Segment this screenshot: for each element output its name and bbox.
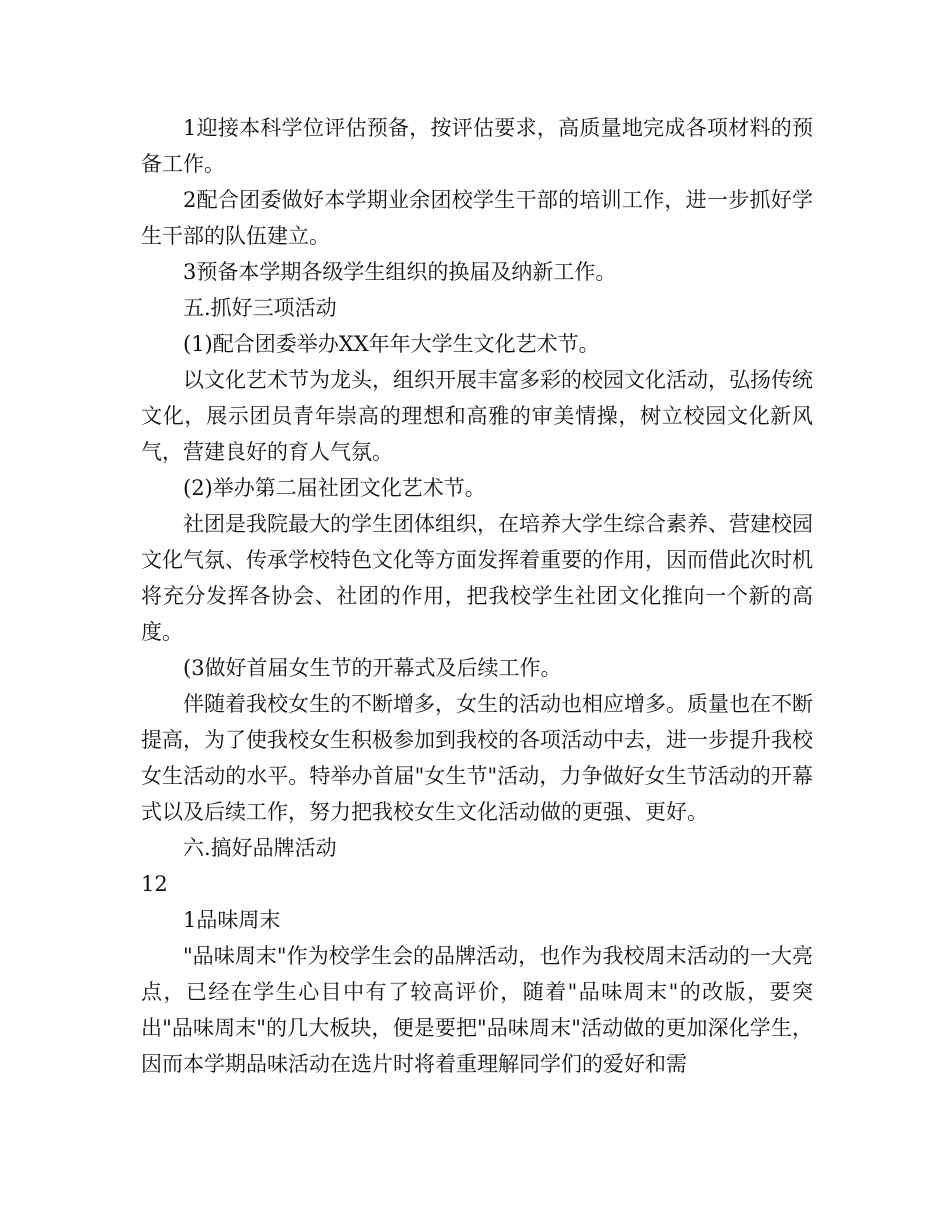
page-number-text: 12 <box>141 872 168 896</box>
subheading-1: (1)配合团委举办XX年年大学生文化艺术节。 <box>183 332 600 356</box>
paragraph-6: 伴随着我校女生的不断增多，女生的活动也相应增多。质量也在不断提高，为了使我校女生积极参加到我校的各项活动中去，进一步提升我校女生活动的水平。特举办首届"女生节"活动，力争做好女生节活动的开幕式以及后续工作，努力把我校女生文化活动做的更强、更好。 <box>141 692 813 824</box>
subheading-3: (3做好首届女生节的开幕式及后续工作。 <box>183 656 562 680</box>
subheading-4: 1品味周末 <box>183 908 281 932</box>
paragraph-4: 以文化艺术节为龙头，组织开展丰富多彩的校园文化活动，弘扬传统文化，展示团员青年崇高的理想和高雅的审美情操，树立校园文化新风气，营建良好的育人气氛。 <box>141 368 813 464</box>
paragraph-5: 社团是我院最大的学生团体组织，在培养大学生综合素养、营建校园文化气氛、传承学校特色文化等方面发挥着重要的作用，因而借此次时机将充分发挥各协会、社团的作用，把我校学生社团文化推向一个新的高度。 <box>141 512 813 644</box>
subheading-2: (2)举办第二届社团文化艺术节。 <box>183 476 486 500</box>
paragraph-1: 1迎接本科学位评估预备，按评估要求，高质量地完成各项材料的预备工作。 <box>141 116 813 176</box>
section-heading-6: 六.搞好品牌活动 <box>183 836 337 860</box>
document-page <box>141 110 813 1082</box>
paragraph-2: 2配合团委做好本学期业余团校学生干部的培训工作，进一步抓好学生干部的队伍建立。 <box>141 188 813 248</box>
paragraph-3: 3预备本学期各级学生组织的换届及纳新工作。 <box>183 260 617 284</box>
paragraph-7: "品味周末"作为校学生会的品牌活动，也作为我校周末活动的一大亮点，已经在学生心目中有了较高评价，随着"品味周末"的改版，要突出"品味周末"的几大板块，便是要把"品味周末"活动做的更加深化学生，因而本学期品味活动在选片时将着重理解同学们的爱好和需 <box>141 944 813 1076</box>
section-heading-5: 五.抓好三项活动 <box>183 296 337 320</box>
